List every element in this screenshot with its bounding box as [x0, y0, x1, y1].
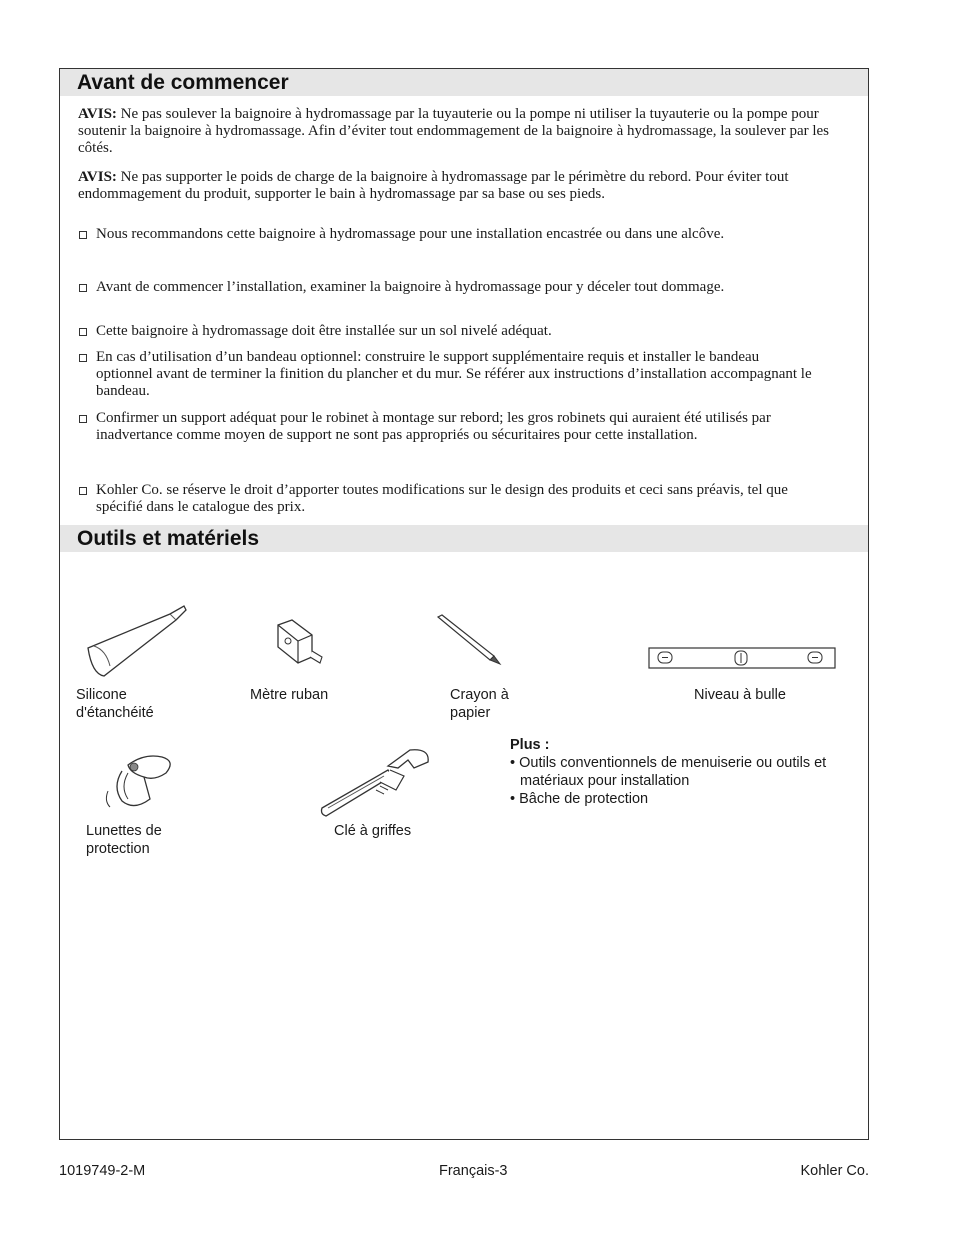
notice-lifting: [78, 106, 838, 157]
notice-label: AVIS:: [78, 106, 117, 122]
footer-company: Kohler Co.: [800, 1163, 869, 1179]
tool-label-goggles: Lunettes de protection: [86, 823, 162, 857]
list-item: Confirmer un support adéquat pour le robinet à montage sur rebord; les gros robinets qui auraient été utilisés par inadvertance comme moyen de support ne sont pas appropriés ou sécuritaires pour cette installation.: [78, 410, 818, 444]
plus-list: [510, 754, 860, 808]
plus-list-block: [510, 736, 860, 808]
checkbox-square-icon: [79, 328, 87, 336]
checkbox-square-icon: [79, 231, 87, 239]
tool-label-silicone: Silicone d'étanchéité: [76, 687, 154, 721]
list-item: Avant de commencer l’installation, examiner la baignoire à hydromassage pour y déceler tout dommage.: [78, 279, 818, 296]
section-title-avant-de-commencer: Avant de commencer: [60, 69, 868, 96]
notice-label: AVIS:: [78, 169, 117, 185]
notice-text: Ne pas soulever la baignoire à hydromassage par la tuyauterie ou la pompe ni utiliser la tuyauterie ou la pompe pour soutenir la baignoire à hydromassage. Afin d’éviter tout endommagement de la baignoire à hydromassage, la soulever par les côtés.: [78, 106, 830, 156]
list-item: Cette baignoire à hydromassage doit être installée sur un sol nivelé adéquat.: [78, 323, 818, 340]
spirit-level-icon: [648, 647, 836, 669]
checkbox-square-icon: [79, 284, 87, 292]
pencil-icon: [436, 614, 502, 666]
list-item: En cas d’utilisation d’un bandeau optionnel: construire le support supplémentaire requis et installer le bandeau optionnel avant de terminer la finition du plancher et du mur. Se référer aux instructions d’installation accompagnant le bandeau.: [78, 349, 818, 400]
list-item: • Bâche de protection: [510, 791, 649, 807]
tool-label-level: Niveau à bulle: [694, 687, 786, 703]
list-item: Kohler Co. se réserve le droit d’apporter toutes modifications sur le design des produits et ceci sans préavis, tel que spécifié dans le catalogue des prix.: [78, 482, 818, 516]
content-frame: [59, 68, 869, 1140]
tool-label-tape-measure: Mètre ruban: [250, 687, 329, 703]
list-item: • Outils conventionnels de menuiserie ou outils et matériaux pour installation: [510, 755, 827, 789]
tool-label-wrench: Clé à griffes: [334, 823, 412, 839]
section-title-outils-et-materiels: Outils et matériels: [60, 525, 868, 552]
footer-doc-number: 1019749-2-M: [59, 1163, 146, 1179]
checkbox-square-icon: [79, 415, 87, 423]
safety-goggles-icon: [100, 751, 180, 819]
footer-page-number: Français-3: [439, 1163, 508, 1179]
tape-measure-icon: [272, 617, 328, 671]
caulk-tube-icon: [84, 604, 190, 678]
checkbox-square-icon: [79, 354, 87, 362]
pipe-wrench-icon: [318, 746, 434, 820]
plus-heading: Plus :: [510, 737, 550, 753]
notice-text: Ne pas supporter le poids de charge de la baignoire à hydromassage par le périmètre du rebord. Pour éviter tout endommagement du produit, supporter le bain à hydromassage par sa base ou ses pieds.: [78, 169, 789, 202]
tool-label-pencil: Crayon à papier: [450, 687, 509, 721]
list-item: Nous recommandons cette baignoire à hydromassage pour une installation encastrée ou dans une alcôve.: [78, 226, 818, 243]
notice-weight: [78, 169, 838, 203]
checkbox-square-icon: [79, 487, 87, 495]
